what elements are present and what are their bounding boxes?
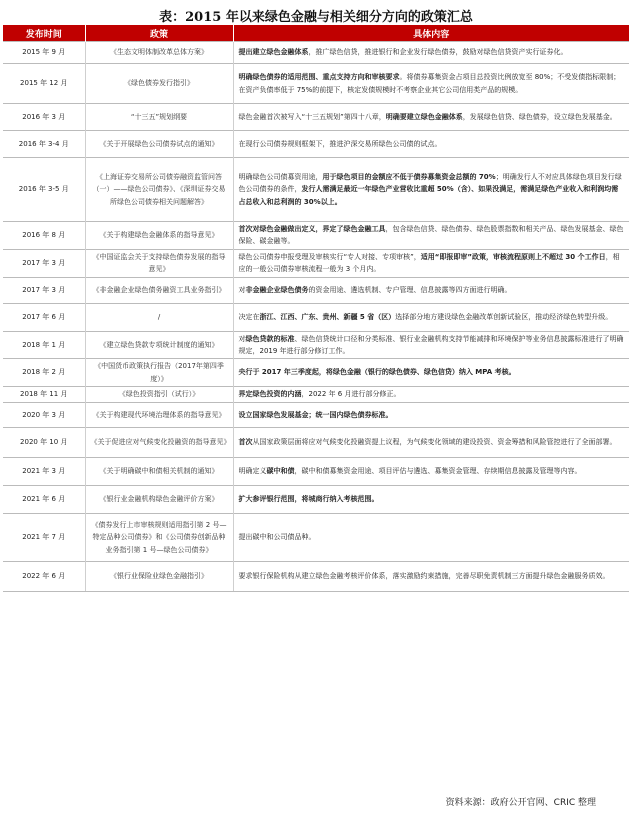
content-bold-segment: 界定绿色投资的内涵 [238, 390, 302, 399]
row-date: 2016 年 8 月 [3, 222, 85, 250]
row-content [233, 458, 629, 486]
row-date: 2016 年 3-5 月 [3, 158, 85, 222]
row-date: 2017 年 6 月 [3, 303, 85, 331]
content-segment: ，相应的一般公司债券审核流程一般为 3 个月内。 [238, 252, 620, 273]
row-content [233, 64, 629, 104]
table-row [3, 331, 629, 359]
row-content [233, 428, 629, 458]
content-segment: 从国家政策层面将应对气候变化投融资提上议程，为气候变化领域的建设投资、资金筹措和风险管控进行了全面部署。 [252, 438, 617, 447]
content-bold-segment: 明确绿色债券的适用范围、重点支持方向和审核要求 [238, 73, 400, 82]
table-row [3, 458, 629, 486]
content-segment: 绿色公司债券申报受理及审核实行“专人对接、专项审核”， [238, 252, 421, 261]
row-content [233, 514, 629, 562]
table-row [3, 403, 629, 428]
content-bold-segment: 碳中和债 [266, 467, 295, 476]
content-segment: 选择部分地方建设绿色金融改革创新试验区，推动经济绿色转型升级。 [395, 312, 613, 321]
row-date: 2016 年 3 月 [3, 104, 85, 131]
table-row [3, 387, 629, 403]
header-policy: 政策 [85, 25, 233, 42]
table-row [3, 303, 629, 331]
table-row [3, 42, 629, 64]
content-bold-segment: 设立国家绿色发展基金；统一国内绿色债券标准。 [238, 410, 393, 419]
table-row [3, 562, 629, 592]
table-row [3, 486, 629, 514]
row-content [233, 303, 629, 331]
table-body [3, 42, 629, 592]
row-date: 2021 年 7 月 [3, 514, 85, 562]
row-content [233, 486, 629, 514]
row-date: 2022 年 6 月 [3, 562, 85, 592]
row-policy: 《中国货币政策执行报告（2017年第四季度）》 [85, 359, 233, 387]
content-segment: 、绿色信贷统计口径和分类标准、银行业金融机构支持节能减排和环境保护等业务信息披露标准进行了明确规定，2019 年进行部分修订工作。 [238, 334, 624, 355]
row-content [233, 42, 629, 64]
content-segment: 对 [238, 285, 246, 294]
row-policy: 《建立绿色贷款专项统计制度的通知》 [85, 331, 233, 359]
row-content [233, 359, 629, 387]
content-bold-segment: 提出建立绿色金融体系 [238, 48, 309, 57]
page-title: 表：2015 年以来绿色金融与相关细分方向的政策汇总 [159, 10, 473, 25]
row-policy: 《上海证券交易所公司债券融资监管问答（一）——绿色公司债券》、《深圳证券交易所绿色公司债券相关问题解答》 [85, 158, 233, 222]
table-row [3, 428, 629, 458]
row-content [233, 131, 629, 158]
row-policy: 《关于明确碳中和债相关机制的通知》 [85, 458, 233, 486]
content-bold-segment: 非金融企业绿色债务 [245, 285, 309, 294]
table-row [3, 131, 629, 158]
row-policy: 《债券发行上市审核规则适用指引第 2 号—特定品种公司债券》和《公司债券创新品种业务指引第 1 号—绿色公司债券》 [85, 514, 233, 562]
table-row [3, 359, 629, 387]
row-policy: / [85, 303, 233, 331]
content-bold-segment: 央行于 2017 年三季度起，将绿色金融（银行的绿色债券、绿色信贷）纳入 MPA 考核。 [238, 368, 516, 377]
content-segment: 的资金用途、遴选机制、专户管理、信息披露等四方面进行明确。 [308, 285, 512, 294]
row-date: 2015 年 12 月 [3, 64, 85, 104]
content-segment: 决定在 [238, 312, 260, 321]
content-segment: 。将债券募集资金占项目总投资比例放宽至 80%；不受发债指标限制；在资产负债率低于 75%的前提下，核定发债规模时不考察企业其它公司信用类产品的规模。 [238, 73, 621, 94]
source-note: 资料来源：政府公开官网、CRIC 整理 [445, 798, 596, 808]
content-segment: ，2022 年 6 月进行部分修正。 [301, 390, 401, 399]
row-date: 2016 年 3-4 月 [3, 131, 85, 158]
content-bold-segment: 明确要建立绿色金融体系 [385, 112, 463, 121]
row-date: 2015 年 9 月 [3, 42, 85, 64]
row-content [233, 104, 629, 131]
row-content [233, 331, 629, 359]
row-policy: 《银行业保险业绿色金融指引》 [85, 562, 233, 592]
policy-table [3, 25, 629, 592]
row-content [233, 562, 629, 592]
row-policy: 《关于构建绿色金融体系的指导意见》 [85, 222, 233, 250]
row-date: 2020 年 10 月 [3, 428, 85, 458]
content-bold-segment: 适用“即报即审”政策，审核流程原则上不超过 30 个工作日 [420, 252, 606, 261]
content-segment: 在现行公司债券规则框架下，推进沪深交易所绿色公司债的试点。 [238, 139, 442, 148]
table-row [3, 222, 629, 250]
row-policy: 《银行业金融机构绿色金融评价方案》 [85, 486, 233, 514]
row-policy: 《绿色债券发行指引》 [85, 64, 233, 104]
header-date: 发布时间 [3, 25, 85, 42]
row-content [233, 249, 629, 277]
content-bold-segment: 绿色贷款的标准 [245, 334, 295, 343]
content-segment: 明确定义 [238, 467, 267, 476]
row-content [233, 387, 629, 403]
content-bold-segment: 首次对绿色金融做出定义，界定了绿色金融工具 [238, 225, 386, 233]
header-content: 具体内容 [233, 25, 629, 42]
table-row [3, 64, 629, 104]
row-policy: 《绿色投资指引（试行）》 [85, 387, 233, 403]
content-segment: ，发展绿色信贷、绿色债券，设立绿色发展基金。 [462, 112, 617, 121]
content-segment: 提出碳中和公司债品种。 [238, 533, 316, 542]
row-policy: 《关于促进应对气候变化投融资的指导意见》 [85, 428, 233, 458]
table-row [3, 514, 629, 562]
table-row [3, 158, 629, 222]
content-segment: ，包含绿色信贷、绿色债券、绿色股票指数和相关产品、绿色发展基金、绿色保险、碳金融等。 [238, 225, 624, 246]
row-date: 2020 年 3 月 [3, 403, 85, 428]
row-content [233, 403, 629, 428]
row-content [233, 158, 629, 222]
content-bold-segment: 发行人需满足最近一年绿色产业营收比重超 50%（含）、如果没满足，需满足绿色产业收入和利润均需占总收入和总利润的 30%以上。 [238, 185, 619, 206]
content-segment: 明确绿色公司债募资用途， [238, 173, 323, 182]
content-segment: ；明确发行人不对应具体绿色项目发行绿色公司债券的条件， [238, 173, 622, 194]
table-row [3, 104, 629, 131]
table-row [3, 277, 629, 303]
content-segment: ，推广绿色信贷，推进银行和企业发行绿色债券，鼓励对绿色信贷资产实行证券化。 [308, 48, 568, 57]
row-policy: 《非金融企业绿色债务融资工具业务指引》 [85, 277, 233, 303]
table-header-row [3, 25, 629, 42]
row-date: 2017 年 3 月 [3, 277, 85, 303]
content-segment: ，碳中和债募集资金用途、项目评估与遴选、募集资金管理、存续期信息披露及管理等内容。 [294, 467, 582, 476]
row-date: 2018 年 1 月 [3, 331, 85, 359]
row-date: 2021 年 3 月 [3, 458, 85, 486]
row-policy: 《关于开展绿色公司债券试点的通知》 [85, 131, 233, 158]
row-date: 2018 年 11 月 [3, 387, 85, 403]
row-content [233, 222, 629, 250]
row-content [233, 277, 629, 303]
row-policy: “十三五”规划纲要 [85, 104, 233, 131]
content-bold-segment: 用于绿色项目的金额应不低于债券募集资金总额的 70% [322, 173, 496, 182]
content-bold-segment: 首次 [238, 438, 253, 447]
content-segment: 绿色金融首次被写入“十三五规划”第四十八章， [238, 112, 386, 121]
content-segment: 要求银行保险机构从建立绿色金融考核评价体系，落实激励约束措施，完善尽职免责机制三方面提升绿色金融服务质效。 [238, 572, 610, 581]
row-date: 2017 年 3 月 [3, 249, 85, 277]
row-policy: 《关于构建现代环境治理体系的指导意见》 [85, 403, 233, 428]
content-bold-segment: 扩大参评银行范围，将城商行纳入考核范围。 [238, 495, 379, 504]
content-bold-segment: 浙江、江西、广东、贵州、新疆 5 省（区） [259, 312, 396, 321]
content-segment: 对 [238, 334, 246, 343]
row-policy: 《中国证监会关于支持绿色债券发展的指导意见》 [85, 249, 233, 277]
row-date: 2018 年 2 月 [3, 359, 85, 387]
table-row [3, 249, 629, 277]
row-policy: 《生态文明体制改革总体方案》 [85, 42, 233, 64]
row-date: 2021 年 6 月 [3, 486, 85, 514]
